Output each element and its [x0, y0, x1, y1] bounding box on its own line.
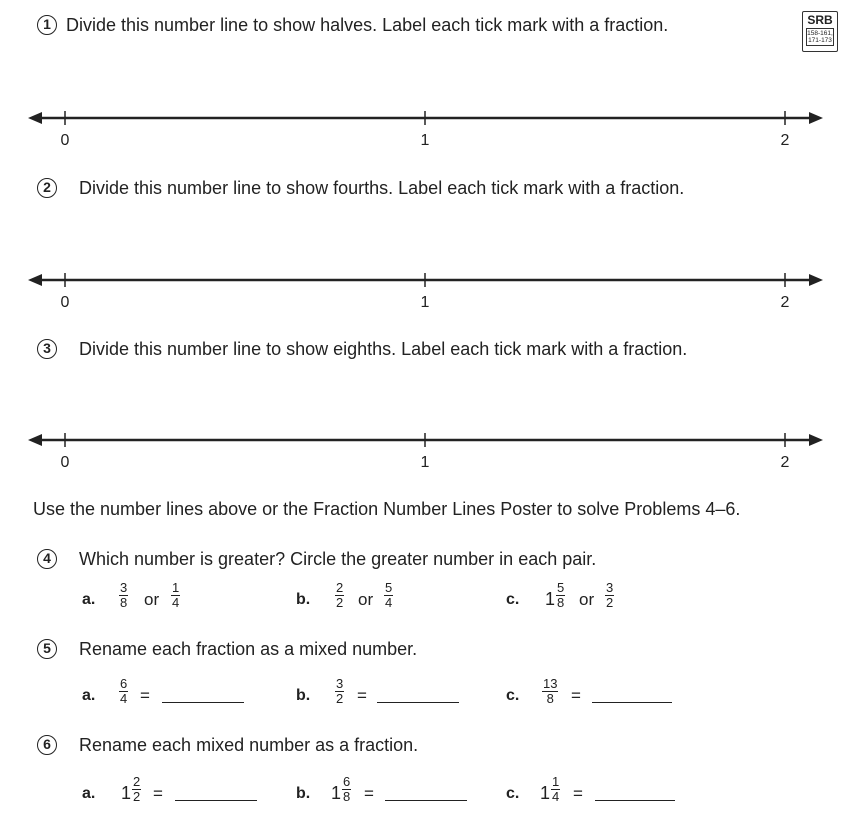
p6a-equals: =: [153, 784, 163, 803]
p6a-whole: 1: [121, 783, 132, 803]
number-line-eighths[interactable]: [28, 428, 823, 452]
p5c-letter: c.: [506, 687, 520, 704]
numerator: 5: [385, 580, 393, 595]
p4b-fraction-2[interactable]: [384, 582, 393, 609]
nl1-label-1: 1: [420, 132, 430, 149]
p6a-answer-blank[interactable]: [175, 800, 257, 801]
p5a-letter: a.: [82, 687, 96, 704]
p6a-letter: a.: [82, 785, 96, 802]
number-line-fourths[interactable]: [28, 268, 823, 292]
p4a-or: or: [144, 590, 160, 609]
nl2-label-2: 2: [780, 294, 790, 311]
denominator: 2: [336, 691, 344, 706]
p4b-fraction-1[interactable]: [335, 582, 344, 609]
nl3-label-1: 1: [420, 454, 430, 471]
p6c-answer-blank[interactable]: [595, 800, 675, 801]
p6b-letter: b.: [296, 785, 311, 802]
p4c-fraction-2[interactable]: [605, 582, 614, 609]
problem-6-instruction: Rename each mixed number as a fraction.: [79, 735, 419, 755]
p5c-answer-blank[interactable]: [592, 702, 672, 703]
denominator: 2: [133, 789, 141, 804]
problem-2-instruction: Divide this number line to show fourths. Label each tick mark with a fraction.: [79, 178, 685, 198]
arrow-right-icon: [809, 434, 823, 446]
problem-6-number: 6: [37, 735, 57, 755]
denominator: 4: [552, 789, 560, 804]
p4c-letter: c.: [506, 591, 520, 608]
srb-title: SRB: [807, 13, 833, 27]
denominator: 8: [120, 595, 128, 610]
problem-3-number: 3: [37, 339, 57, 359]
p4a-fraction-2[interactable]: [171, 582, 180, 609]
nl1-label-0: 0: [60, 132, 70, 149]
p6c-fraction: [551, 776, 560, 803]
denominator: 8: [557, 595, 565, 610]
nl2-label-1: 1: [420, 294, 430, 311]
p4c-or: or: [579, 590, 595, 609]
numerator: 2: [336, 580, 344, 595]
problem-3-instruction: Divide this number line to show eighths. Label each tick mark with a fraction.: [79, 339, 688, 359]
arrow-right-icon: [809, 274, 823, 286]
problem-5-instruction: Rename each fraction as a mixed number.: [79, 639, 418, 659]
p4c-whole: 1: [545, 589, 556, 609]
p6c-letter: c.: [506, 785, 520, 802]
p4b-letter: b.: [296, 591, 311, 608]
p6c-equals: =: [573, 784, 583, 803]
p5b-answer-blank[interactable]: [377, 702, 459, 703]
p6b-equals: =: [364, 784, 374, 803]
denominator: 4: [172, 595, 180, 610]
numerator: 1: [172, 580, 180, 595]
p5a-answer-blank[interactable]: [162, 702, 244, 703]
problem-1-number: 1: [37, 15, 57, 35]
numerator: 5: [557, 580, 565, 595]
p5b-fraction: [335, 678, 344, 705]
nl1-label-2: 2: [780, 132, 790, 149]
numerator: 13: [543, 676, 558, 691]
p4b-or: or: [358, 590, 374, 609]
srb-pages: 158-161, 171-173: [807, 30, 833, 44]
numerator: 6: [120, 676, 128, 691]
problem-1-instruction: Divide this number line to show halves. Label each tick mark with a fraction.: [66, 15, 669, 35]
p6c-whole: 1: [540, 783, 551, 803]
numerator: 3: [606, 580, 614, 595]
numerator: 3: [120, 580, 128, 595]
p4a-letter: a.: [82, 591, 96, 608]
p4a-fraction-1[interactable]: [119, 582, 128, 609]
problem-2-number: 2: [37, 178, 57, 198]
p6b-answer-blank[interactable]: [385, 800, 467, 801]
nl3-label-0: 0: [60, 454, 70, 471]
srb-badge: [802, 11, 838, 52]
arrow-right-icon: [809, 112, 823, 124]
p5a-equals: =: [140, 686, 150, 705]
arrow-left-icon: [28, 112, 42, 124]
numerator: 1: [552, 774, 560, 789]
denominator: 4: [120, 691, 128, 706]
denominator: 2: [336, 595, 344, 610]
nl2-label-0: 0: [60, 294, 70, 311]
p6a-fraction: [132, 776, 141, 803]
p5b-equals: =: [357, 686, 367, 705]
arrow-left-icon: [28, 434, 42, 446]
denominator: 4: [385, 595, 393, 610]
denominator: 8: [343, 789, 351, 804]
problem-5-number: 5: [37, 639, 57, 659]
problem-4-instruction: Which number is greater? Circle the greater number in each pair.: [79, 549, 597, 569]
numerator: 2: [133, 774, 141, 789]
p4c-fraction-1[interactable]: [556, 582, 565, 609]
transition-instruction: Use the number lines above or the Fraction Number Lines Poster to solve Problems 4–6.: [33, 499, 741, 519]
p5b-letter: b.: [296, 687, 311, 704]
numerator: 3: [336, 676, 344, 691]
p5a-fraction: [119, 678, 128, 705]
numerator: 6: [343, 774, 351, 789]
nl3-label-2: 2: [780, 454, 790, 471]
problem-4-number: 4: [37, 549, 57, 569]
p6b-fraction: [342, 776, 351, 803]
number-line-halves[interactable]: [28, 106, 823, 130]
denominator: 2: [606, 595, 614, 610]
denominator: 8: [546, 691, 554, 706]
p6b-whole: 1: [331, 783, 342, 803]
arrow-left-icon: [28, 274, 42, 286]
p5c-equals: =: [571, 686, 581, 705]
p5c-fraction: [542, 678, 558, 705]
